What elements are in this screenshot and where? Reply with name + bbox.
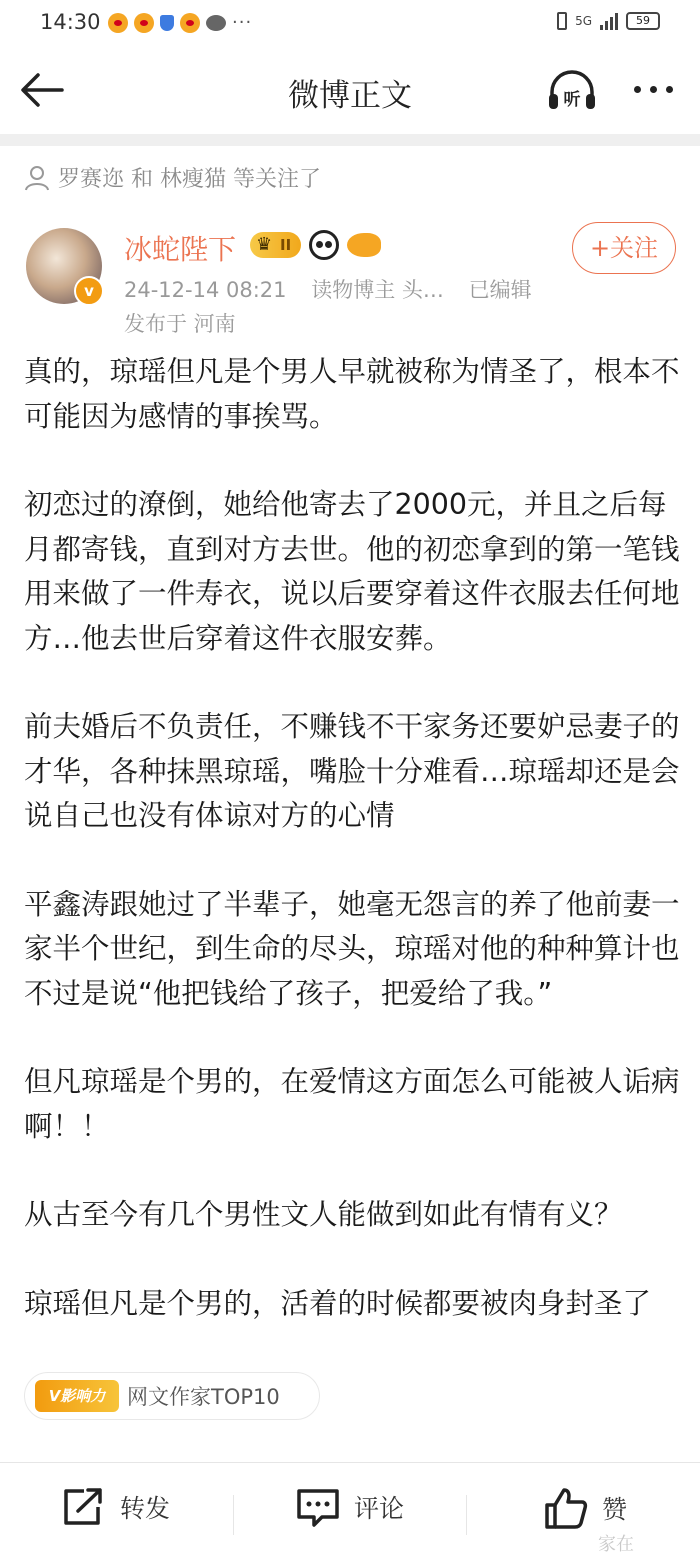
- post-paragraph: 平鑫涛跟她过了半辈子，她毫无怨言的养了他前妻一家半个世纪，到生命的尽头，琼瑶对他的种种算计也不过是说“他把钱给了孩子，把爱给了我。”: [24, 887, 680, 1010]
- nav-bar: [0, 48, 700, 134]
- post-meta: [124, 274, 550, 304]
- post-paragraph: 前夫婚后不负责任，不赚钱不干家务还要妒忌妻子的才华，各种抹黑琼瑶，嘴脸十分难看…琼瑶却还是会说自己也没有体谅对方的心情: [24, 710, 680, 832]
- svg-text:听: 听: [563, 90, 581, 110]
- vibrate-icon: [557, 12, 567, 30]
- toolbar-divider: [233, 1495, 234, 1535]
- post-paragraph: 从古至今有几个男性文人能做到如此有情有义？: [24, 1198, 623, 1231]
- weibo-notification-icon: [108, 13, 128, 33]
- rank-crown-badge[interactable]: ♛ II: [250, 232, 301, 258]
- edited-label[interactable]: 已编辑: [468, 278, 532, 302]
- thumbs-up-icon: [544, 1487, 588, 1529]
- signal-icon: [600, 12, 618, 30]
- followed-by-line[interactable]: [24, 162, 321, 193]
- wechat-icon: [206, 15, 226, 31]
- post-paragraph: 但凡琼瑶是个男的，在爱情这方面怎么可能被人诟病啊！！: [24, 1065, 680, 1143]
- post-timestamp: 24-12-14 08:21: [124, 278, 287, 302]
- influence-badge-icon: V影响力: [35, 1380, 119, 1412]
- status-bar: [0, 0, 700, 48]
- follow-button[interactable]: +关注: [572, 222, 676, 274]
- author-name[interactable]: 冰蛇陛下: [124, 233, 237, 266]
- headphones-listen-icon[interactable]: [546, 68, 598, 112]
- repost-label: 转发: [120, 1494, 171, 1523]
- post-paragraph: 琼瑶但凡是个男的，活着的时候都要被肉身封圣了: [24, 1286, 652, 1320]
- watermark: 家在: [598, 1534, 634, 1555]
- influence-tag[interactable]: [24, 1372, 320, 1420]
- more-notifications-icon: ···: [232, 12, 253, 33]
- weibo-notification-icon: [180, 13, 200, 33]
- author-role: 读物博主 头…: [311, 278, 444, 302]
- status-time: 14:30: [40, 10, 101, 34]
- comment-button[interactable]: [296, 1487, 404, 1527]
- comment-label: 评论: [354, 1494, 405, 1523]
- like-label: 赞: [602, 1495, 628, 1524]
- post-paragraph: 初恋过的潦倒，她给他寄去了2000元，并且之后每月都寄钱，直到对方去世。他的初恋拿到的第一笔钱用来做了一件寿衣，说以后要穿着这件衣服去任何地方…他去世后穿着这件衣服安葬。: [24, 488, 680, 655]
- avatar[interactable]: [26, 228, 102, 304]
- post-body: [24, 350, 682, 1370]
- page-title: 微博正文: [288, 78, 412, 114]
- followed-by-text: 罗赛迩 和 林瘦猫 等关注了: [58, 167, 321, 192]
- toolbar-divider: [466, 1495, 467, 1535]
- like-button[interactable]: [544, 1487, 627, 1529]
- notification-icons: [108, 12, 252, 33]
- influence-tag-label: 网文作家TOP10: [127, 1385, 280, 1409]
- more-options-icon[interactable]: [634, 86, 673, 93]
- author-badges: [250, 230, 381, 260]
- comment-icon: [296, 1487, 340, 1527]
- person-icon: [24, 165, 50, 191]
- shield-icon: [160, 15, 174, 31]
- battery-icon: 59: [626, 12, 660, 30]
- weibo-notification-icon: [134, 13, 154, 33]
- post-location: 发布于 河南: [124, 312, 236, 336]
- pufferfish-icon[interactable]: [347, 233, 381, 257]
- system-status: [557, 12, 660, 30]
- bottom-toolbar: [0, 1462, 700, 1568]
- network-label: 5G: [575, 14, 592, 28]
- verified-badge-icon: v: [74, 276, 104, 306]
- repost-button[interactable]: [62, 1487, 170, 1527]
- section-divider: [0, 134, 700, 146]
- post-paragraph: 真的，琼瑶但凡是个男人早就被称为情圣了，根本不可能因为感情的事挨骂。: [24, 355, 680, 433]
- panda-icon[interactable]: [309, 230, 339, 260]
- repost-icon: [62, 1487, 106, 1527]
